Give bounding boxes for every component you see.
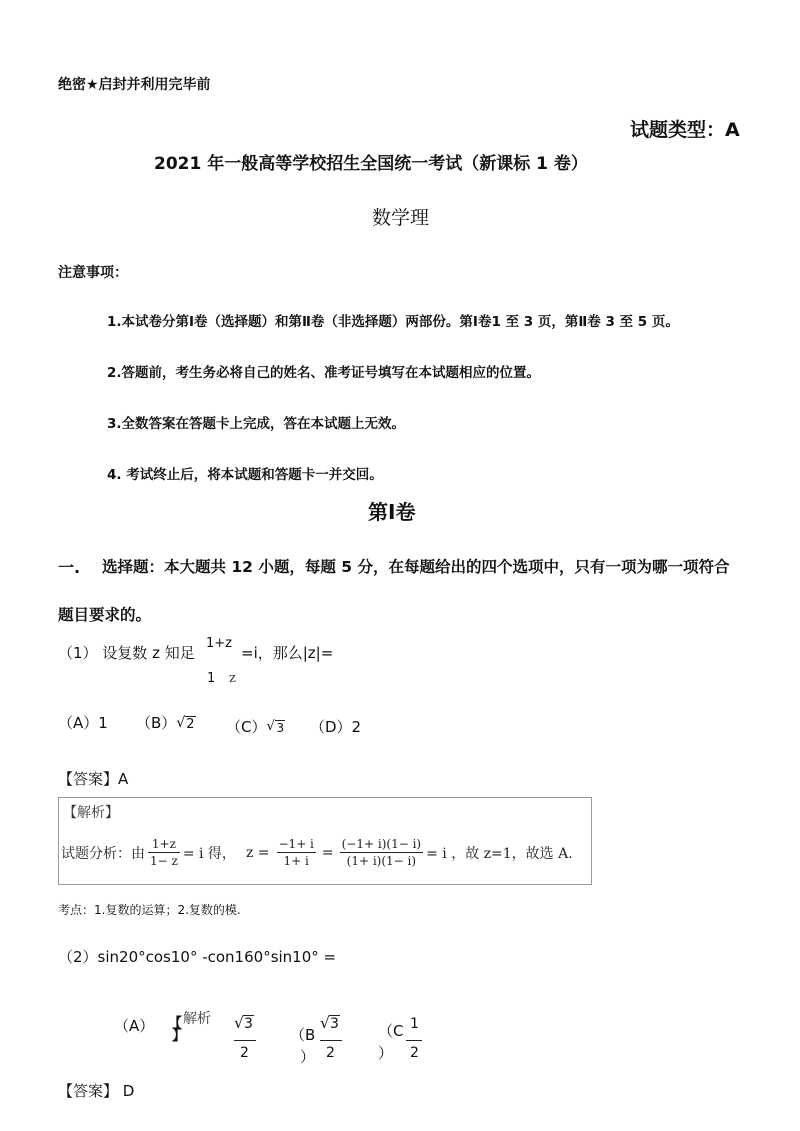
solution-frac-1-num: 1+z <box>148 838 180 853</box>
q1-prefix: （1） 设复数 z 知足 <box>58 644 195 662</box>
subject-title: 数学理 <box>372 207 430 229</box>
secret-label: 绝密★启封并利用完毕前 <box>58 77 211 93</box>
q2-jiexi-bracket-close: 】 <box>172 1028 186 1044</box>
solution-frac-3-den: (1+ i)(1− i) <box>346 854 417 868</box>
sqrt-symbol <box>320 1016 340 1032</box>
q2-option-c-num: 1 <box>410 1016 419 1032</box>
notice-item-2: 2.答题前，考生务必将自己的姓名、准考证号填写在本试题相应的位置。 <box>107 365 541 381</box>
q1-option-d: （D）2 <box>310 718 362 736</box>
q2-option-a-radicand: 3 <box>244 1016 253 1032</box>
q2-option-a: （A） <box>114 1017 155 1035</box>
solution-eq-1: = i 得， <box>182 845 236 862</box>
sqrt-symbol <box>266 721 285 735</box>
q2-option-b-open: （B <box>290 1026 316 1044</box>
sqrt-symbol <box>234 1016 254 1032</box>
q1-option-b-radicand: 2 <box>186 717 195 732</box>
q1-option-b <box>136 712 196 733</box>
section-number: 一. <box>58 558 81 577</box>
volume-title: 第Ⅰ卷 <box>368 500 416 524</box>
solution-frac-3-num: (−1+ i)(1− i) <box>341 837 422 851</box>
q1-option-c-label: （C） <box>226 718 267 736</box>
solution-frac-1-den: 1− z <box>150 854 178 868</box>
q2-option-b-den: 2 <box>326 1045 335 1061</box>
solution-line <box>61 838 573 867</box>
solution-frac-2 <box>277 838 316 867</box>
q2-jiexi-bracket-open: 【 <box>168 1016 182 1032</box>
solution-frac-2-num: −1+ i <box>278 837 314 851</box>
solution-lead: 试题分析：由 <box>61 845 145 862</box>
q2-stem: （2）sin20°cos10° -con160°sin10° = <box>58 948 337 966</box>
q1-option-a: （A）1 <box>58 714 108 732</box>
solution-title: 【解析】 <box>63 805 119 821</box>
q1-frac-den-2: z <box>229 671 236 686</box>
solution-z-eq: z = <box>245 844 270 861</box>
notice-item-4: 4. 考试终止后，将本试题和答题卡一并交回。 <box>107 467 383 483</box>
solution-frac-2-den: 1+ i <box>283 854 309 868</box>
fraction-bar <box>406 1040 422 1041</box>
q2-option-b-radicand: 3 <box>330 1016 339 1032</box>
section-text-line2: 题目要求的。 <box>58 606 152 624</box>
solution-eq-2: = <box>321 844 334 861</box>
notice-item-1: 1.本试卷分第Ⅰ卷（选择题）和第Ⅱ卷（非选择题）两部份。第Ⅰ卷1 至 3 页，第Ⅱ卷 3 至 5 页。 <box>107 314 679 330</box>
solution-image <box>58 797 592 885</box>
solution-frac-1 <box>148 838 180 867</box>
q2-option-c-close: ） <box>378 1044 394 1062</box>
q1-answer: 【答案】A <box>58 770 129 788</box>
q1-frac-den-1: 1 <box>207 671 216 686</box>
fraction-bar <box>234 1040 256 1041</box>
exam-title: 2021 年一般高等学校招生全国统一考试（新课标 1 卷） <box>154 154 588 174</box>
q1-suffix: =i，那么|z|= <box>241 644 334 662</box>
q2-option-c-open: （C <box>378 1022 404 1040</box>
paper-type: 试题类型：A <box>630 119 740 141</box>
section-text-line1: 选择题：本大题共 12 小题，每题 5 分，在每题给出的四个选项中，只有一项为哪一项符合 <box>102 558 730 576</box>
notice-heading: 注意事项： <box>58 265 128 281</box>
fraction-bar <box>320 1040 342 1041</box>
q2-option-a-num <box>234 1016 254 1032</box>
q2-option-b-close: ） <box>300 1048 316 1066</box>
sqrt-symbol <box>176 717 195 732</box>
q2-option-c-den: 2 <box>410 1045 419 1061</box>
notice-item-3: 3.全数答案在答题卡上完成，答在本试题上无效。 <box>107 416 406 432</box>
q2-answer: 【答案】 D <box>58 1082 135 1100</box>
q1-option-c <box>226 716 285 737</box>
solution-tail: = i ，故 z=1，故选 A. <box>426 845 573 862</box>
q2-option-b-num <box>320 1016 340 1032</box>
q1-option-c-radicand: 3 <box>276 721 285 735</box>
q1-option-b-label: （B） <box>136 714 177 732</box>
q2-jiexi-label: 解析 <box>183 1011 211 1027</box>
q1-frac-num: 1+z <box>206 636 232 651</box>
q2-option-a-den: 2 <box>240 1045 249 1061</box>
q1-kaodian: 考点：1.复数的运算；2.复数的模. <box>58 903 241 917</box>
solution-frac-3 <box>340 838 423 867</box>
